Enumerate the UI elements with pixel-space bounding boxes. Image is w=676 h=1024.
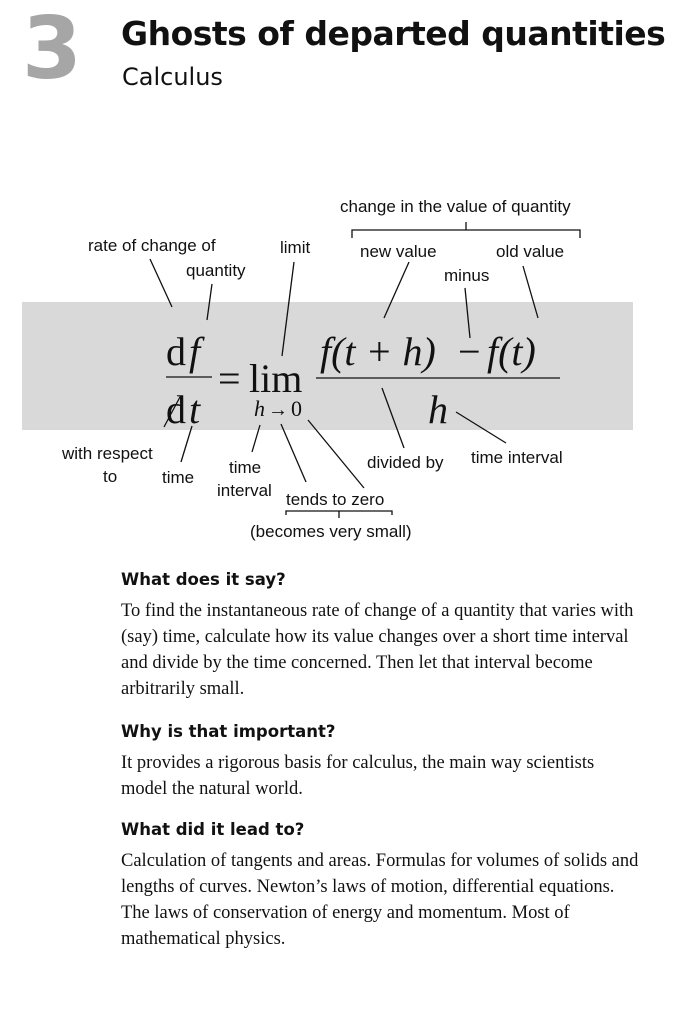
formula: [166, 329, 560, 432]
bracket-change-in-value: [352, 222, 580, 238]
label-change-in-value: change in the value of quantity: [340, 197, 571, 216]
bracket-tends-to-zero: [286, 511, 392, 518]
formula-minus: −: [458, 329, 481, 374]
pointer-tends-arrow: [281, 424, 306, 482]
formula-equals: =: [218, 356, 241, 401]
chapter-number: 3: [22, 0, 82, 99]
section-body: It provides a rigorous basis for calculus, the main way scientists model the natural world.: [121, 752, 595, 799]
section-body: Calculation of tangents and areas. Formulas for volumes of solids and lengths of curves. Newton’s laws of motion, differential equations. The laws of conservation of energy and momentum. Most of mathematical physics.: [121, 850, 639, 949]
pointer-tends-zero: [308, 420, 364, 488]
label-minus: minus: [444, 266, 490, 285]
label-to: to: [103, 467, 118, 486]
label-old-value: old value: [496, 242, 565, 261]
pointer-time-interval-h: [456, 412, 506, 443]
pointer-limit: [282, 262, 294, 356]
label-time: time: [162, 468, 195, 487]
formula-f-top: f: [189, 329, 201, 374]
label-with-respect: with respect: [62, 444, 153, 463]
section-why-important: [121, 722, 641, 802]
pointer-time-interval: [252, 425, 260, 452]
formula-d-top: d: [166, 329, 186, 374]
pointer-quantity: [207, 284, 212, 320]
chapter-subtitle: Calculus: [122, 63, 223, 91]
label-divided-by: divided by: [367, 453, 444, 472]
formula-lim: lim: [249, 356, 303, 401]
section-body: To find the instantaneous rate of change of a quantity that varies with (say) time, calculate how its value changes over a short time interval and divide by the time concerned. Then let that interval become arbitrarily small.: [121, 600, 634, 699]
label-quantity: quantity: [186, 261, 246, 280]
pointer-divided-by: [382, 388, 404, 448]
label-becomes-very-small: (becomes very small): [250, 522, 412, 541]
label-time-interval: time interval: [471, 448, 563, 467]
pointer-rate-of-change: [150, 259, 172, 307]
label-new-value: new value: [360, 242, 437, 261]
formula-lim-h: h: [254, 396, 265, 421]
formula-t-bottom: t: [189, 387, 201, 432]
section-heading: What does it say?: [121, 570, 286, 589]
pointer-old-value: [523, 266, 538, 318]
formula-lim-zero: 0: [291, 396, 302, 421]
section-what-did-it-lead-to: [121, 820, 641, 952]
label-limit: limit: [280, 238, 311, 257]
section-heading: What did it lead to?: [121, 820, 305, 839]
formula-lim-arrow: →: [268, 399, 288, 421]
chapter-title: Ghosts of departed quantities: [121, 14, 666, 53]
pointer-new-value: [384, 262, 409, 318]
formula-d-bottom: d: [166, 387, 186, 432]
formula-h-bottom: h: [428, 387, 448, 432]
section-heading: Why is that important?: [121, 722, 336, 741]
section-what-does-it-say: [121, 570, 641, 702]
label-rate-of-change: rate of change of: [88, 236, 216, 255]
formula-f-t: f(t): [487, 329, 536, 374]
label-time-interval-line1: time: [229, 458, 262, 477]
label-time-interval-line2: interval: [217, 481, 272, 500]
formula-f-t-plus-h: f(t + h): [320, 329, 436, 374]
label-tends-to-zero: tends to zero: [286, 490, 385, 509]
